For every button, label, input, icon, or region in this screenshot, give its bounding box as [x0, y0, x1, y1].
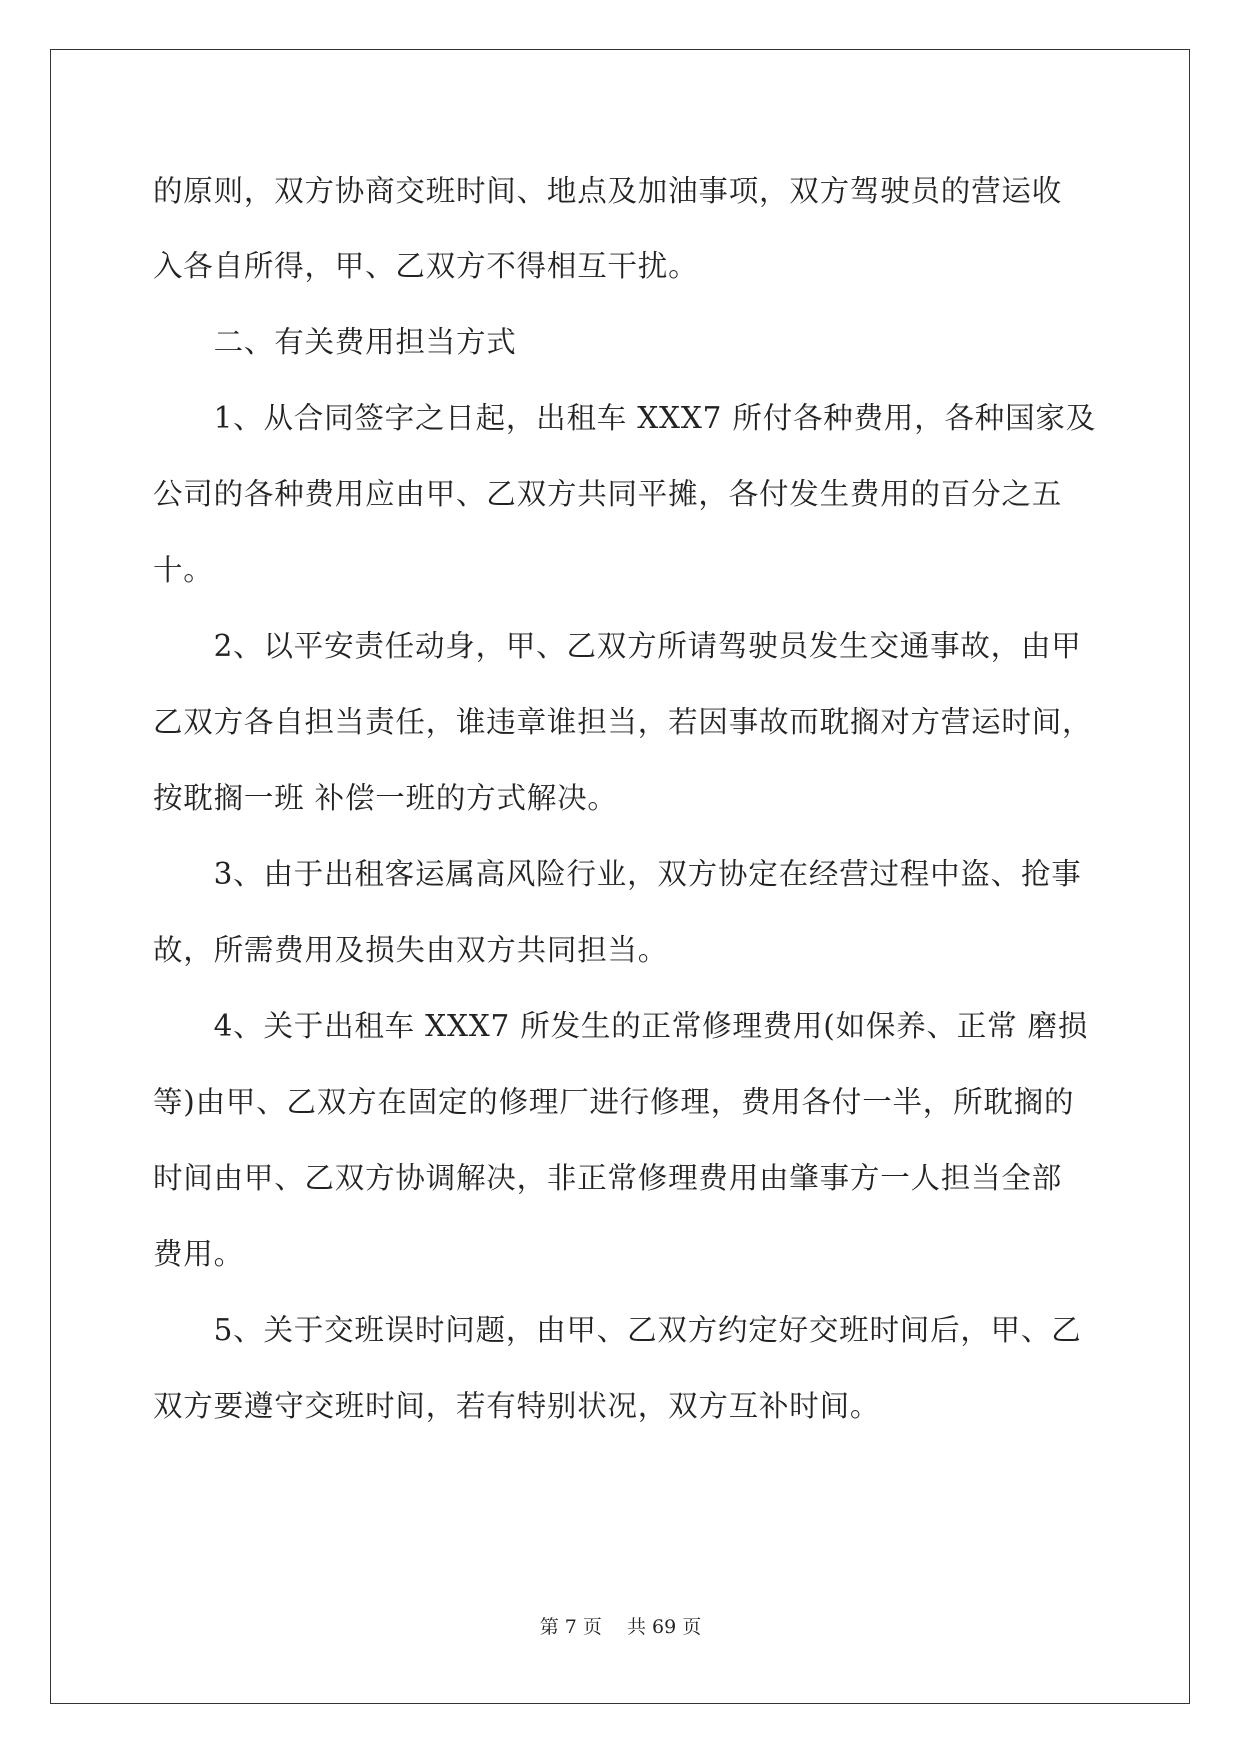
page-number-footer: 第 7 页 共 69 页: [539, 1616, 702, 1638]
text-line: 故，所需费用及损失由双方共同担当。: [153, 933, 669, 967]
text-line: 按耽搁一班 补偿一班的方式解决。: [153, 781, 618, 815]
text-line: 2、以平安责任动身，甲、乙双方所请驾驶员发生交通事故，由甲: [153, 629, 1082, 663]
text-line: 5、关于交班误时问题，由甲、乙双方约定好交班时间后，甲、乙: [153, 1313, 1082, 1347]
text-line: 十。: [153, 553, 214, 587]
text-line: 乙双方各自担当责任，谁违章谁担当，若因事故而耽搁对方营运时间，: [153, 705, 1093, 739]
text-line: 时间由甲、乙双方协调解决，非正常修理费用由肇事方一人担当全部: [153, 1161, 1063, 1195]
text-line: 公司的各种费用应由甲、乙双方共同平摊，各付发生费用的百分之五: [153, 477, 1063, 511]
text-line: 等)由甲、乙双方在固定的修理厂进行修理，费用各付一半，所耽搁的: [153, 1085, 1075, 1119]
section-heading: 二、有关费用担当方式: [153, 325, 517, 359]
text-line: 双方要遵守交班时间，若有特别状况，双方互补时间。: [153, 1389, 881, 1423]
text-line: 3、由于出租客运属高风险行业，双方协定在经营过程中盗、抢事: [153, 857, 1082, 891]
text-line: 4、关于出租车 XXX7 所发生的正常修理费用(如保养、正常 磨损: [153, 1009, 1089, 1043]
text-line: 1、从合同签字之日起，出租车 XXX7 所付各种费用，各种国家及: [153, 401, 1096, 435]
text-line: 入各自所得，甲、乙双方不得相互干扰。: [153, 249, 699, 283]
text-line: 费用。: [153, 1237, 244, 1271]
text-line: 的原则，双方协商交班时间、地点及加油事项，双方驾驶员的营运收: [153, 174, 1063, 208]
